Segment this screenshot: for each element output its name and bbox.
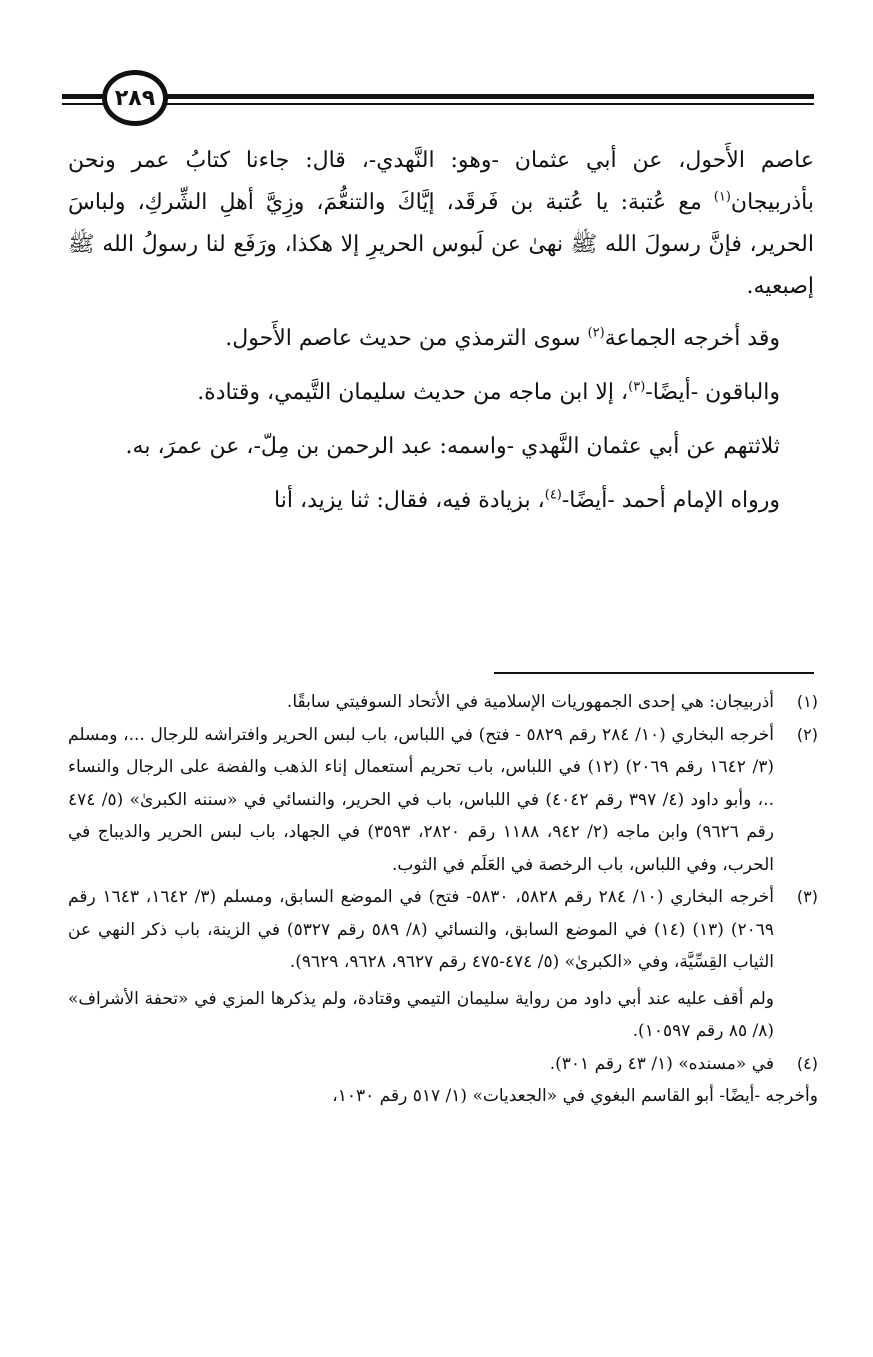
main-text bbox=[68, 140, 814, 534]
paragraph-2-text-b: سوى الترمذي من حديث عاصم الأَحول. bbox=[225, 326, 588, 351]
footnote-2 bbox=[68, 719, 818, 882]
footnote-ref-3: (٣) bbox=[628, 379, 646, 395]
footnote-ref-1: (١) bbox=[713, 189, 731, 205]
footnote-number: (٤) bbox=[796, 1053, 818, 1073]
footnote-body bbox=[68, 1048, 774, 1081]
footnote-number: (٣) bbox=[796, 887, 818, 906]
footnotes bbox=[68, 686, 818, 1113]
paragraph-5-text-a: ورواه الإمام أحمد -أيضًا- bbox=[561, 488, 780, 513]
footnote-body bbox=[68, 719, 774, 882]
footnote-divider bbox=[494, 672, 814, 674]
paragraph-3-text-b: ، إلا ابن ماجه من حديث سليمان التَّيمي، وقتادة. bbox=[197, 380, 629, 405]
paragraph-1-text-a: عاصم الأَحول، عن أبي عثمان -وهو: النَّهدي-، قال: جاءنا كتابُ عمر ونحن بأذربيجان bbox=[68, 148, 814, 215]
footnote-continuation: وأخرجه -أيضًا- أبو القاسم البغوي في «الجعديات» (١/ ٥١٧ رقم ١٠٣٠، bbox=[332, 1086, 818, 1106]
page-header bbox=[62, 70, 814, 130]
paragraph-5-text-b: ، بزيادة فيه، فقال: ثنا يزيد، أنا bbox=[274, 488, 545, 513]
paragraph-4: ثلاثتهم عن أبي عثمان النَّهدي -واسمه: عبد الرحمن بن مِلّ-، عن عمرَ، به. bbox=[125, 434, 780, 459]
paragraph-5 bbox=[68, 480, 814, 522]
paragraph-1-text-b: مع عُتبة: يا عُتبة بن فَرقَد، إيَّاكَ والتنعُّمَ، وزِيَّ أهلِ الشِّركِ، ولباسَ الحرير، فإنَّ رسولَ الله ﷺ نهىٰ عن لَبوس الحريرِ إلا هكذا، ورَفَع لنا رسولُ الله ﷺ إصبعيه. bbox=[68, 190, 814, 299]
footnote-text: أذربيجان: هي إحدى الجمهوريات الإسلامية في الأتحاد السوفيتي سابقًا. bbox=[286, 692, 774, 712]
footnote-4 bbox=[68, 1048, 818, 1081]
paragraph-2-text-a: وقد أخرجه الجماعة bbox=[604, 326, 780, 351]
footnote-3 bbox=[68, 881, 818, 1048]
footnote-text: أخرجه البخاري (١٠/ ٢٨٤ رقم ٥٨٢٨، ٥٨٣٠- فتح) في الموضع السابق، ومسلم (٣/ ١٦٤٢، ١٦٤٣ رقم ٢٠٦٩) (١٣) (١٤) في الموضع السابق، والنسائي (٨/ ٥٨٩ رقم ٥٣٢٧) في الزينة، باب ذكر النهي عن الثياب القِسِّيَّة، وفي «الكبرىٰ» (٥/ ٤٧٤-٤٧٥ رقم ٩٦٢٧، ٩٦٢٨، ٩٦٢٩). bbox=[68, 887, 774, 972]
paragraph-3-text-a: والباقون -أيضًا- bbox=[645, 380, 780, 405]
paragraph-1 bbox=[68, 140, 814, 308]
footnote-number: (٢) bbox=[796, 724, 818, 744]
footnote-number: (١) bbox=[796, 692, 818, 711]
footnote-1 bbox=[68, 686, 818, 719]
footnote-body bbox=[68, 881, 774, 1048]
header-rule-thick bbox=[62, 94, 814, 99]
paragraph-3 bbox=[68, 372, 814, 414]
paragraph-2 bbox=[68, 318, 814, 360]
footnote-text: أخرجه البخاري (١٠/ ٢٨٤ رقم ٥٨٢٩ - فتح) في اللباس، باب لبس الحرير وافتراشه للرجال ...، ومسلم (٣/ ١٦٤٢ رقم ٢٠٦٩) (١٢) في اللباس، باب تحريم أستعمال إناء الذهب والفضة على الرجال والنساء ..، وأبو داود (٤/ ٣٩٧ رقم ٤٠٤٢) في اللباس، باب في الحرير، والنسائي في «سننه الكبرىٰ» (٥/ ٤٧٤ رقم ٩٦٢٦) وابن ماجه (٢/ ٩٤٢، ١١٨٨ رقم ٢٨٢٠، ٣٥٩٣) في الجهاد، باب لبس الحرير والديباج في الحرب، وفي اللباس، باب الرخصة في العَلَم في الثوب. bbox=[68, 724, 774, 875]
footnote-body bbox=[68, 686, 774, 719]
page-number: ٢٨٩ bbox=[102, 70, 168, 126]
footnote-text: ولم أقف عليه عند أبي داود من رواية سليمان التيمي وقتادة، ولم يذكرها المزي في «تحفة الأشراف» (٨/ ٨٥ رقم ١٠٥٩٧). bbox=[68, 988, 774, 1041]
header-rule-thin bbox=[62, 103, 814, 105]
footnote-ref-4: (٤) bbox=[544, 487, 562, 503]
footnote-text: في «مسنده» (١/ ٤٣ رقم ٣٠١). bbox=[549, 1053, 774, 1074]
footnote-ref-2: (٢) bbox=[587, 325, 605, 341]
